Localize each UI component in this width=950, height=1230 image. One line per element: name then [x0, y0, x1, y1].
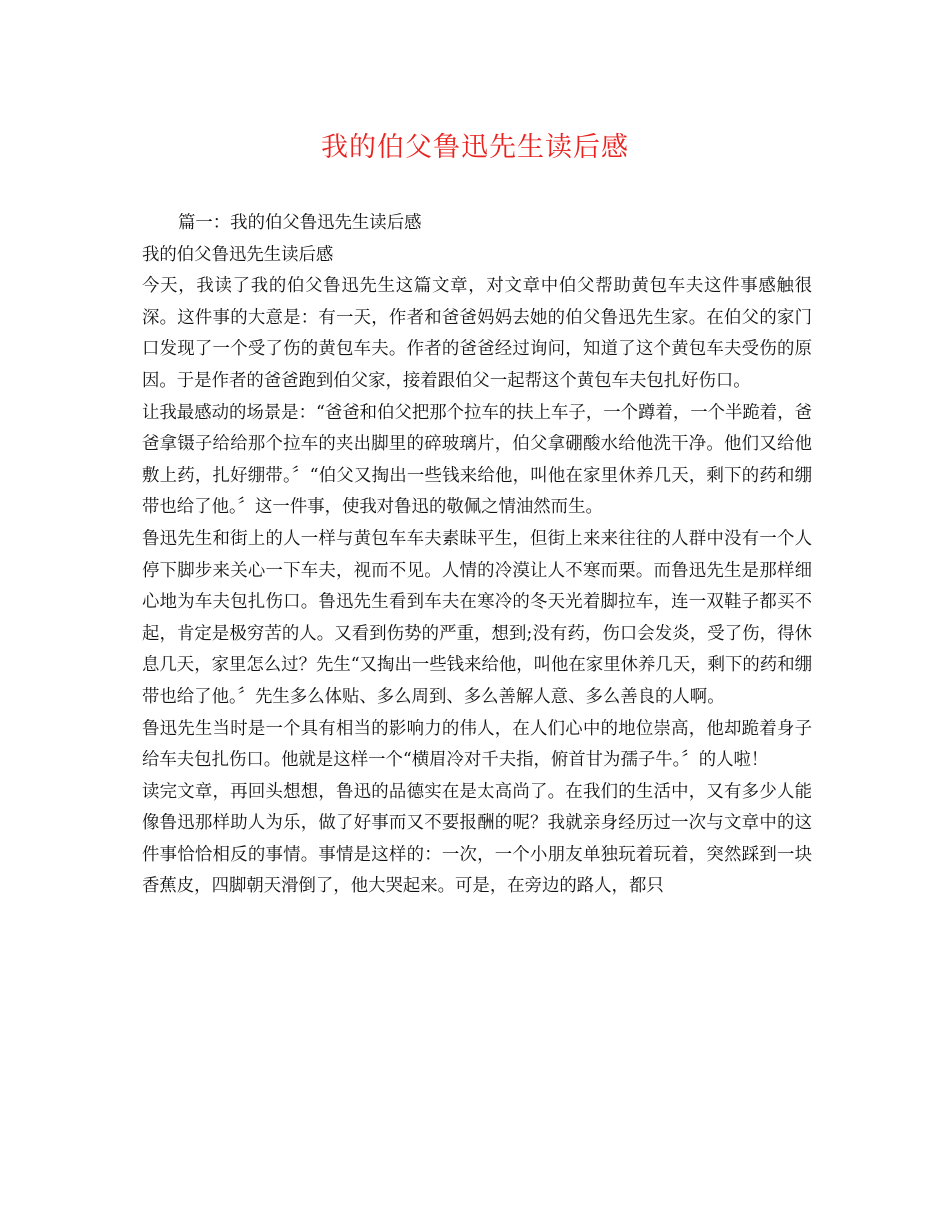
section-heading: 篇一：我的伯父鲁迅先生读后感: [178, 213, 422, 233]
paragraph: 读完文章，再回头想想，鲁迅的品德实在是太高尚了。在我们的生活中，又有多少人能像鲁迅那样助人为乐，做了好事而又不要报酬的呢？我就亲身经历过一次与文章中的这件事恰恰相反的事情。事情是这样的：一次，一个小朋友单独玩着玩着，突然踩到一块香蕉皮，四脚朝天滑倒了，他大哭起来。可是，在旁边的路人，都只: [142, 781, 812, 897]
paragraph: 鲁迅先生当时是一个具有相当的影响力的伟人，在人们心中的地位崇高，他却跪着身子给车夫包扎伤口。他就是这样一个“横眉冷对千夫指，俯首甘为孺子牛。〞的人啦！: [142, 718, 812, 771]
paragraph: 鲁迅先生和街上的人一样与黄包车车夫素昧平生，但街上来来往往的人群中没有一个人停下脚步来关心一下车夫，视而不见。人情的冷漠让人不寒而栗。而鲁迅先生是那样细心地为车夫包扎伤口。鲁迅先生看到车夫在寒冷的冬天光着脚拉车，连一双鞋子都买不起，肯定是极穷苦的人。又看到伤势的严重，想到;没有药，伤口会发炎，受了伤，得休息几天，家里怎么过？先生“又掏出一些钱来给他，叫他在家里休养几天，剩下的药和绷带也给了他。〞先生多么体贴、多么周到、多么善解人意、多么善良的人啊。: [142, 528, 812, 707]
article-heading: 我的伯父鲁迅先生读后感: [142, 244, 334, 265]
document-title: 我的伯父鲁迅先生读后感: [321, 132, 629, 163]
document-body: [142, 208, 812, 903]
paragraph: 让我最感动的场景是：“爸爸和伯父把那个拉车的扶上车子，一个蹲着，一个半跪着，爸爸拿镊子给给那个拉车的夹出脚里的碎玻璃片，伯父拿硼酸水给他洗干净。他们又给他敷上药，扎好绷带。〞“伯父又掏出一些钱来给他，叫他在家里休养几天，剩下的药和绷带也给了他。〞这一件事，使我对鲁迅的敬佩之情油然而生。: [142, 402, 812, 518]
paragraph: 今天，我读了我的伯父鲁迅先生这篇文章，对文章中伯父帮助黄包车夫这件事感触很深。这件事的大意是：有一天，作者和爸爸妈妈去她的伯父鲁迅先生家。在伯父的家门口发现了一个受了伤的黄包车夫。作者的爸爸经过询问，知道了这个黄包车夫受伤的原因。于是作者的爸爸跑到伯父家，接着跟伯父一起帮这个黄包车夫包扎好伤口。: [142, 276, 812, 391]
